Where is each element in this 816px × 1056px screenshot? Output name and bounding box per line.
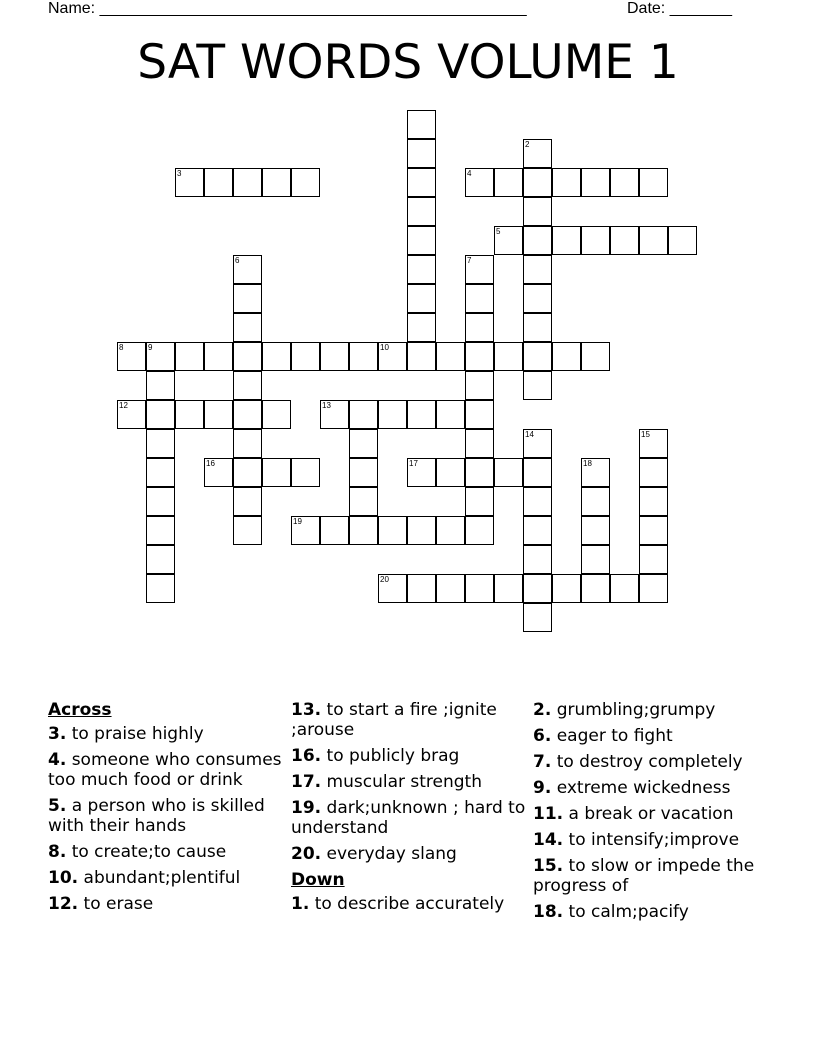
crossword-cell[interactable] [581,458,610,487]
clue-down-14 [533,830,773,850]
crossword-cell[interactable] [465,342,494,371]
crossword-cell[interactable] [233,429,262,458]
cell-number: 5 [496,227,501,236]
crossword-cell[interactable] [407,110,436,139]
crossword-cell[interactable] [204,168,233,197]
cell-number: 13 [322,401,331,410]
clue-number: 7. [533,752,552,772]
clue-number: 4. [48,750,67,770]
crossword-cell[interactable] [523,371,552,400]
crossword-cell[interactable] [291,342,320,371]
clue-across-16 [291,746,527,766]
crossword-cell[interactable] [494,342,523,371]
cell-number: 3 [177,169,182,178]
crossword-cell[interactable] [262,458,291,487]
crossword-cell[interactable] [581,226,610,255]
crossword-cell[interactable] [465,284,494,313]
crossword-cell[interactable] [523,255,552,284]
crossword-cell[interactable] [523,487,552,516]
clue-text: to create;to cause [71,842,227,862]
crossword-cell[interactable] [175,342,204,371]
crossword-cell[interactable] [523,458,552,487]
crossword-cell[interactable] [233,342,262,371]
crossword-cell[interactable] [581,168,610,197]
clue-text: to slow or impede the progress of [533,856,755,896]
cell-number: 2 [525,140,530,149]
crossword-cell[interactable] [233,313,262,342]
crossword-cell[interactable] [465,313,494,342]
crossword-cell[interactable] [146,458,175,487]
crossword-cell[interactable] [639,487,668,516]
clue-number: 17. [291,772,322,792]
clue-across-12 [48,894,284,914]
clue-down-7 [533,752,773,772]
clue-number: 16. [291,746,322,766]
crossword-cell[interactable] [407,139,436,168]
crossword-cell[interactable] [146,429,175,458]
clue-across-3 [48,724,284,744]
crossword-cell[interactable] [639,429,668,458]
crossword-cell[interactable] [639,545,668,574]
crossword-cell[interactable] [465,458,494,487]
crossword-cell[interactable] [146,400,175,429]
clue-text: dark;unknown ; hard to understand [291,798,526,838]
cell-number: 12 [119,401,128,410]
name-field-label: Name: ________________________________________________ [48,0,527,17]
crossword-cell[interactable] [552,226,581,255]
crossword-cell[interactable] [465,574,494,603]
crossword-cell[interactable] [204,400,233,429]
crossword-cell[interactable] [523,603,552,632]
clues-column-1 [48,700,284,920]
crossword-cell[interactable] [407,400,436,429]
crossword-cell[interactable] [494,168,523,197]
crossword-cell[interactable] [407,458,436,487]
clue-number: 13. [291,700,322,720]
crossword-cell[interactable] [146,574,175,603]
clue-number: 19. [291,798,322,818]
clue-down-15 [533,856,773,896]
crossword-cell[interactable] [349,429,378,458]
clues-column-2 [291,700,527,920]
page-title: SAT WORDS VOLUME 1 [137,35,679,90]
cell-number: 6 [235,256,240,265]
crossword-cell[interactable] [668,226,697,255]
clue-across-5 [48,796,284,836]
crossword-cell[interactable] [465,429,494,458]
crossword-cell[interactable] [523,197,552,226]
crossword-cell[interactable] [465,516,494,545]
crossword-cell[interactable] [523,226,552,255]
crossword-cell[interactable] [465,400,494,429]
crossword-cell[interactable] [233,516,262,545]
clue-across-20 [291,844,527,864]
crossword-cell[interactable] [204,342,233,371]
cell-number: 10 [380,343,389,352]
crossword-cell[interactable] [581,516,610,545]
crossword-cell[interactable] [552,168,581,197]
crossword-cell[interactable] [175,168,204,197]
clue-text: muscular strength [326,772,482,792]
crossword-cell[interactable] [233,458,262,487]
crossword-cell[interactable] [610,168,639,197]
crossword-cell[interactable] [407,168,436,197]
crossword-cell[interactable] [407,284,436,313]
clue-down-9 [533,778,773,798]
clue-text: everyday slang [326,844,457,864]
clue-text: extreme wickedness [556,778,731,798]
clue-number: 18. [533,902,564,922]
crossword-cell[interactable] [407,226,436,255]
crossword-cell[interactable] [349,458,378,487]
clue-down-2 [533,700,773,720]
clue-number: 2. [533,700,552,720]
crossword-cell[interactable] [233,255,262,284]
crossword-cell[interactable] [639,574,668,603]
crossword-cell[interactable] [523,313,552,342]
crossword-cell[interactable] [378,516,407,545]
clue-text: grumbling;grumpy [556,700,716,720]
clue-down-1 [291,894,527,914]
crossword-cell[interactable] [407,197,436,226]
cell-number: 14 [525,430,534,439]
crossword-cell[interactable] [146,516,175,545]
crossword-cell[interactable] [349,400,378,429]
clue-number: 10. [48,868,79,888]
date-field-label: Date: _______ [627,0,732,17]
crossword-cell[interactable] [523,342,552,371]
clues-column-3 [533,700,773,928]
crossword-cell[interactable] [262,168,291,197]
clue-number: 12. [48,894,79,914]
clue-text: someone who consumes too much food or drink [48,750,282,790]
crossword-cell[interactable] [407,342,436,371]
clue-text: to start a fire ;ignite ;arouse [291,700,497,740]
crossword-cell[interactable] [465,371,494,400]
crossword-cell[interactable] [146,342,175,371]
crossword-cell[interactable] [523,284,552,313]
clue-number: 20. [291,844,322,864]
clue-number: 15. [533,856,564,876]
crossword-cell[interactable] [204,458,233,487]
clue-text: to publicly brag [326,746,460,766]
clue-down-11 [533,804,773,824]
clue-text: eager to fight [556,726,673,746]
cell-number: 4 [467,169,472,178]
clue-across-19 [291,798,527,838]
crossword-cell[interactable] [581,545,610,574]
crossword-cell[interactable] [436,516,465,545]
across-heading: Across [48,700,112,720]
crossword-cell[interactable] [610,226,639,255]
crossword-cell[interactable] [407,255,436,284]
cell-number: 16 [206,459,215,468]
clue-text: to erase [83,894,154,914]
crossword-cell[interactable] [581,487,610,516]
crossword-cell[interactable] [523,168,552,197]
clue-text: a person who is skilled with their hands [48,796,265,836]
crossword-cell[interactable] [639,516,668,545]
crossword-cell[interactable] [233,371,262,400]
clue-number: 1. [291,894,310,914]
clue-number: 8. [48,842,67,862]
crossword-cell[interactable] [494,458,523,487]
crossword-cell[interactable] [378,574,407,603]
crossword-cell[interactable] [349,342,378,371]
crossword-cell[interactable] [639,226,668,255]
clue-number: 3. [48,724,67,744]
crossword-cell[interactable] [349,487,378,516]
cell-number: 7 [467,256,472,265]
clue-across-4 [48,750,284,790]
crossword-cell[interactable] [378,400,407,429]
cell-number: 8 [119,343,124,352]
clue-across-8 [48,842,284,862]
crossword-cell[interactable] [465,168,494,197]
crossword-cell[interactable] [378,342,407,371]
clue-across-13 [291,700,527,740]
crossword-cell[interactable] [117,342,146,371]
crossword-cell[interactable] [523,139,552,168]
crossword-cell[interactable] [233,487,262,516]
cell-number: 19 [293,517,302,526]
crossword-cell[interactable] [552,342,581,371]
crossword-cell[interactable] [436,574,465,603]
crossword-cell[interactable] [436,400,465,429]
crossword-cell[interactable] [407,574,436,603]
cell-number: 20 [380,575,389,584]
clue-number: 6. [533,726,552,746]
cell-number: 18 [583,459,592,468]
clue-number: 14. [533,830,564,850]
crossword-cell[interactable] [233,168,262,197]
crossword-cell[interactable] [117,400,146,429]
crossword-cell[interactable] [523,545,552,574]
crossword-cell[interactable] [523,574,552,603]
clue-text: to describe accurately [314,894,505,914]
crossword-cell[interactable] [581,574,610,603]
clue-down-6 [533,726,773,746]
crossword-cell[interactable] [407,313,436,342]
crossword-cell[interactable] [610,574,639,603]
crossword-cell[interactable] [436,342,465,371]
crossword-cell[interactable] [494,574,523,603]
clue-text: a break or vacation [568,804,734,824]
clue-text: abundant;plentiful [83,868,241,888]
clue-across-10 [48,868,284,888]
crossword-cell[interactable] [436,458,465,487]
clue-down-18 [533,902,773,922]
crossword-cell[interactable] [146,371,175,400]
crossword-cell[interactable] [320,400,349,429]
crossword-cell[interactable] [291,516,320,545]
clue-text: to intensify;improve [568,830,740,850]
crossword-cell[interactable] [581,342,610,371]
crossword-cell[interactable] [146,487,175,516]
crossword-cell[interactable] [320,516,349,545]
cell-number: 17 [409,459,418,468]
down-heading: Down [291,870,345,890]
crossword-cell[interactable] [465,487,494,516]
cell-number: 9 [148,343,153,352]
crossword-cell[interactable] [291,458,320,487]
crossword-cell[interactable] [233,284,262,313]
crossword-cell[interactable] [494,226,523,255]
crossword-cell[interactable] [175,400,204,429]
clue-number: 11. [533,804,564,824]
crossword-cell[interactable] [407,516,436,545]
crossword-cell[interactable] [523,516,552,545]
clue-number: 9. [533,778,552,798]
clue-text: to destroy completely [556,752,743,772]
clue-text: to praise highly [71,724,204,744]
crossword-cell[interactable] [320,342,349,371]
crossword-cell[interactable] [262,342,291,371]
clue-number: 5. [48,796,67,816]
clue-text: to calm;pacify [568,902,689,922]
crossword-cell[interactable] [262,400,291,429]
cell-number: 15 [641,430,650,439]
crossword-cell[interactable] [639,458,668,487]
crossword-cell[interactable] [349,516,378,545]
clue-across-17 [291,772,527,792]
crossword-cell[interactable] [523,429,552,458]
crossword-cell[interactable] [465,255,494,284]
crossword-cell[interactable] [639,168,668,197]
crossword-cell[interactable] [552,574,581,603]
crossword-cell[interactable] [146,545,175,574]
crossword-cell[interactable] [233,400,262,429]
crossword-cell[interactable] [291,168,320,197]
